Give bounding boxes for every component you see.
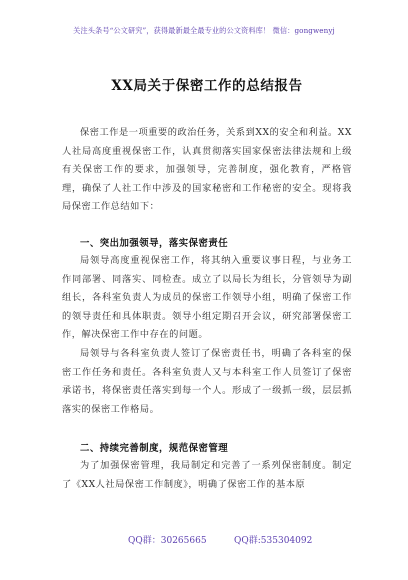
intro-section (62, 124, 352, 217)
section-1-paragraph-2: 局领导与各科室负责人签订了保密责任书，明确了各科室的保密工作任务和责任。各科室负责人又与本科室工作人员签订了保密承诺书，将保密责任落实到每一个人。形成了一级抓一级，层层抓落实的保密工作格局。 (62, 347, 352, 415)
section-1-paragraph-1: 局领导高度重视保密工作，将其纳入重要议事日程，与业务工作同部署、同落实、同检查。成立了以局长为组长，分管领导为副组长，各科室负责人为成员的保密工作领导小组，明确了保密工作的领导责任和具体职责。领导小组定期召开会议，研究部署保密工作，解决保密工作中存在的问题。 (62, 255, 352, 341)
section-2-body (62, 457, 352, 494)
section-2-paragraph-1: 为了加强保密管理，我局制定和完善了一系列保密制度。制定了《XX人社局保密工作制度》，明确了保密工作的基本原 (62, 460, 352, 490)
section-1-body (62, 252, 352, 419)
section-heading-2: 二、持续完善制度，规范保密管理 (80, 443, 229, 454)
footer-qq-group-1: QQ群：30265665 (128, 536, 207, 546)
intro-paragraph: 保密工作是一项重要的政治任务，关系到XX的安全和利益。XX人社局高度重视保密工作，认真贯彻落实国家保密法律法规和上级有关保密工作的要求，加强领导，完善制度，强化教育，严格管理，确保了人社工作中涉及的国家秘密和工作秘密的安全。现将我局保密工作总结如下： (62, 127, 352, 213)
document-title: XX局关于保密工作的总结报告 (111, 78, 303, 94)
footer-qq-group-2: QQ群:535304092 (234, 536, 313, 546)
section-heading-1: 一、突出加强领导，落实保密责任 (80, 238, 229, 249)
header-banner: 关注头条号“公文研究”，获得最新最全最专业的公文资料库！ 微信：gongwenyj (73, 26, 335, 35)
